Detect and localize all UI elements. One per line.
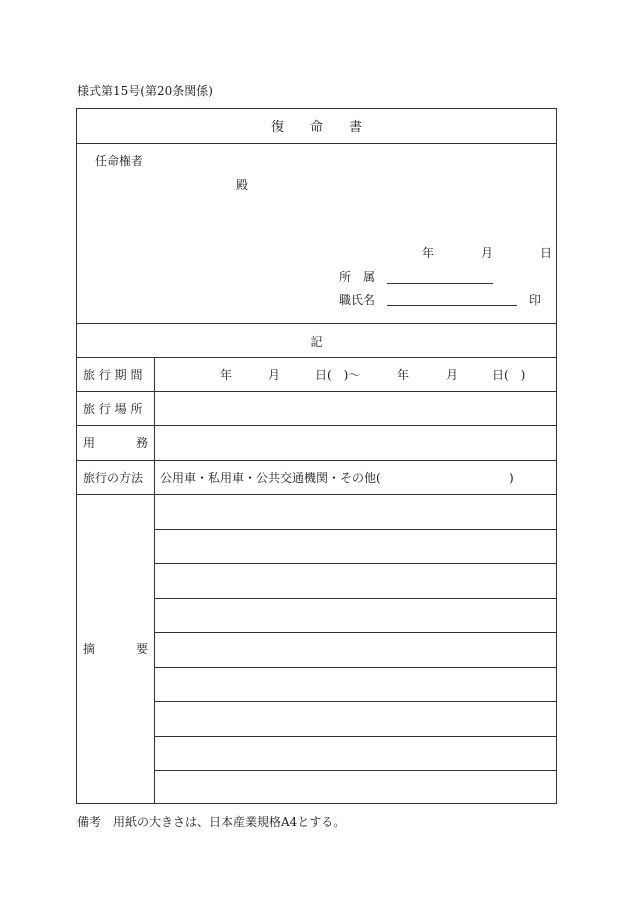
period-day-2: 日( ) [492, 368, 526, 382]
affiliation-field[interactable] [387, 283, 493, 284]
appointing-authority-label: 任命権者 [95, 154, 144, 168]
summary-line [154, 667, 556, 668]
form-title: 復 命 書 [270, 120, 362, 135]
summary-line [154, 632, 556, 633]
summary-line [154, 529, 556, 530]
summary-line [154, 736, 556, 737]
travel-method-label: 旅行の方法 [83, 471, 144, 485]
divider [77, 460, 556, 461]
name-field[interactable] [387, 305, 517, 306]
divider [77, 425, 556, 426]
travel-method-close: ) [509, 471, 514, 485]
business-label-1: 用 [83, 436, 96, 450]
travel-place-label: 旅 行 場 所 [83, 402, 143, 416]
ki-heading: 記 [310, 335, 323, 349]
honorific: 殿 [236, 178, 249, 192]
business-label-2: 務 [136, 436, 149, 450]
remarks-note: 備考 用紙の大きさは、日本産業規格A4とする。 [77, 815, 346, 829]
divider [77, 323, 556, 324]
travel-period-label: 旅 行 期 間 [83, 368, 143, 382]
affiliation-label: 所 属 [339, 270, 376, 284]
summary-line [154, 701, 556, 702]
summary-label-2: 要 [136, 642, 149, 656]
divider [77, 143, 556, 144]
report-form-frame [76, 108, 557, 804]
name-label: 職氏名 [339, 293, 376, 307]
seal-mark: 印 [529, 293, 542, 307]
period-year-2: 年 [397, 368, 410, 382]
period-day-1: 日( )〜 [315, 368, 361, 382]
travel-method-options: 公用車・私用車・公共交通機関・その他( [160, 471, 381, 485]
divider [77, 357, 556, 358]
period-month-1: 月 [268, 368, 281, 382]
summary-line [154, 598, 556, 599]
date-month: 月 [481, 246, 494, 260]
summary-line [154, 770, 556, 771]
summary-label-1: 摘 [83, 642, 96, 656]
summary-line [154, 563, 556, 564]
period-month-2: 月 [446, 368, 459, 382]
divider [77, 494, 556, 495]
divider [77, 391, 556, 392]
date-day: 日 [540, 246, 553, 260]
period-year-1: 年 [220, 368, 233, 382]
date-year: 年 [422, 246, 435, 260]
form-number: 様式第15号(第20条関係) [77, 84, 213, 98]
